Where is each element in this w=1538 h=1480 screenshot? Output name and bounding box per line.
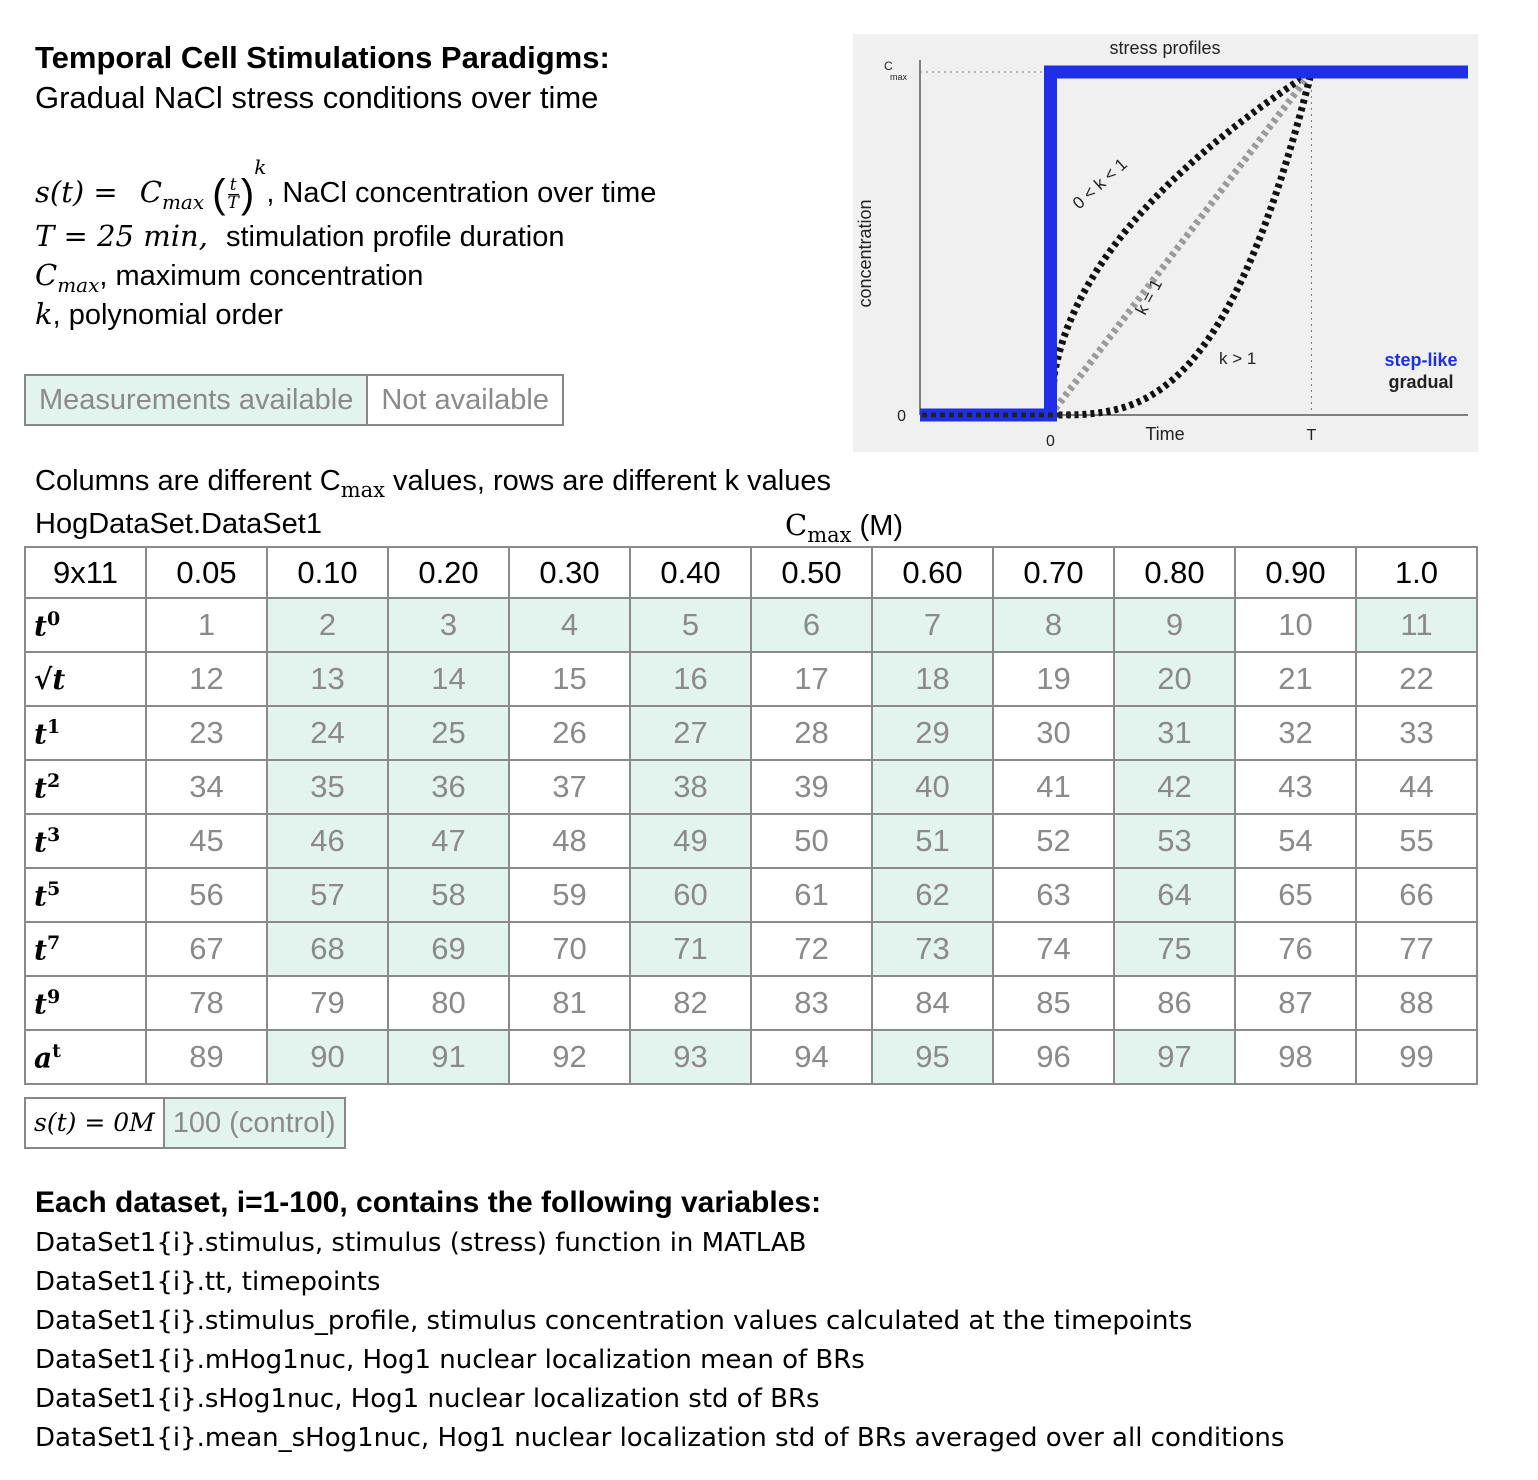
column-header: 0.20 <box>388 547 509 598</box>
condition-cell: 72 <box>751 922 872 976</box>
condition-cell: 4 <box>509 598 630 652</box>
condition-cell: 76 <box>1235 922 1356 976</box>
chart-background <box>853 34 1478 452</box>
condition-cell: 40 <box>872 760 993 814</box>
condition-cell: 48 <box>509 814 630 868</box>
condition-cell: 82 <box>630 976 751 1030</box>
condition-cell: 65 <box>1235 868 1356 922</box>
column-header: 0.30 <box>509 547 630 598</box>
x-tick-label: 0 <box>1046 433 1055 450</box>
column-header: 0.70 <box>993 547 1114 598</box>
row-label: $t^5$ <box>25 868 146 922</box>
condition-cell: 34 <box>146 760 267 814</box>
condition-cell: 58 <box>388 868 509 922</box>
control-label: s(t) = 0M <box>26 1099 165 1147</box>
y-tick-label: C <box>884 59 893 73</box>
condition-cell: 42 <box>1114 760 1235 814</box>
condition-cell: 1 <box>146 598 267 652</box>
condition-cell: 24 <box>267 706 388 760</box>
condition-cell: 83 <box>751 976 872 1030</box>
legend-available: Measurements available <box>26 376 368 424</box>
condition-cell: 47 <box>388 814 509 868</box>
fraction-t-over-T: $\frac{t}{T}$ <box>227 174 239 213</box>
condition-cell: 35 <box>267 760 388 814</box>
condition-cell: 46 <box>267 814 388 868</box>
control-value: 100 (control) <box>165 1099 344 1147</box>
annotation-k-equal-1: k = 1 <box>1131 275 1167 318</box>
condition-cell: 96 <box>993 1030 1114 1084</box>
condition-cell: 43 <box>1235 760 1356 814</box>
y-tick-label: 0 <box>897 408 906 425</box>
table-header-row <box>25 547 1477 598</box>
condition-cell: 10 <box>1235 598 1356 652</box>
condition-cell: 84 <box>872 976 993 1030</box>
condition-cell: 19 <box>993 652 1114 706</box>
table-row <box>25 1030 1477 1084</box>
variables-section <box>35 1186 1284 1458</box>
condition-cell: 60 <box>630 868 751 922</box>
condition-cell: 49 <box>630 814 751 868</box>
condition-cell: 75 <box>1114 922 1235 976</box>
variable-item: DataSet1{i}.sHog1nuc, Hog1 nuclear localization std of BRs <box>35 1384 820 1414</box>
condition-cell: 54 <box>1235 814 1356 868</box>
availability-legend <box>24 374 564 426</box>
condition-cell: 98 <box>1235 1030 1356 1084</box>
condition-cell: 97 <box>1114 1030 1235 1084</box>
table-row <box>25 652 1477 706</box>
formula-T: T = 25 min, stimulation profile duration <box>35 219 565 253</box>
condition-cell: 73 <box>872 922 993 976</box>
row-label: $t^3$ <box>25 814 146 868</box>
variable-item: DataSet1{i}.mHog1nuc, Hog1 nuclear localization mean of BRs <box>35 1345 865 1375</box>
row-label: √t <box>25 652 146 706</box>
table-row <box>25 868 1477 922</box>
table-caption: Columns are different $C_{max}$ values, rows are different k values <box>35 465 831 502</box>
condition-cell: 91 <box>388 1030 509 1084</box>
condition-cell: 95 <box>872 1030 993 1084</box>
row-label: $t^0$ <box>25 598 146 652</box>
variable-item: DataSet1{i}.stimulus_profile, stimulus concentration values calculated at the timepoints <box>35 1306 1193 1336</box>
condition-cell: 79 <box>267 976 388 1030</box>
condition-cell: 52 <box>993 814 1114 868</box>
condition-cell: 63 <box>993 868 1114 922</box>
table-row <box>25 706 1477 760</box>
condition-cell: 86 <box>1114 976 1235 1030</box>
annotation-k-greater-1: k > 1 <box>1219 349 1257 368</box>
row-label: $t^9$ <box>25 976 146 1030</box>
column-header: 0.05 <box>146 547 267 598</box>
legend-gradual: gradual <box>1388 372 1454 392</box>
condition-cell: 25 <box>388 706 509 760</box>
condition-cell: 51 <box>872 814 993 868</box>
y-axis-label: concentration <box>855 199 875 308</box>
page-title-block <box>35 38 610 118</box>
condition-cell: 44 <box>1356 760 1477 814</box>
condition-cell: 77 <box>1356 922 1477 976</box>
condition-cell: 9 <box>1114 598 1235 652</box>
column-header: 0.60 <box>872 547 993 598</box>
condition-cell: 50 <box>751 814 872 868</box>
condition-cell: 90 <box>267 1030 388 1084</box>
condition-cell: 32 <box>1235 706 1356 760</box>
condition-cell: 18 <box>872 652 993 706</box>
condition-cell: 5 <box>630 598 751 652</box>
condition-cell: 81 <box>509 976 630 1030</box>
x-axis-label: Time <box>1145 424 1185 444</box>
variables-heading: Each dataset, i=1-100, contains the following variables: <box>35 1186 822 1219</box>
condition-cell: 53 <box>1114 814 1235 868</box>
column-header: 0.10 <box>267 547 388 598</box>
condition-cell: 22 <box>1356 652 1477 706</box>
condition-cell: 33 <box>1356 706 1477 760</box>
condition-cell: 94 <box>751 1030 872 1084</box>
condition-cell: 26 <box>509 706 630 760</box>
chart-title: stress profiles <box>1109 38 1221 58</box>
condition-cell: 45 <box>146 814 267 868</box>
condition-cell: 80 <box>388 976 509 1030</box>
page-subtitle: Gradual NaCl stress conditions over time <box>35 80 599 115</box>
condition-cell: 11 <box>1356 598 1477 652</box>
condition-cell: 17 <box>751 652 872 706</box>
condition-cell: 38 <box>630 760 751 814</box>
table-row <box>25 760 1477 814</box>
condition-cell: 27 <box>630 706 751 760</box>
condition-cell: 57 <box>267 868 388 922</box>
condition-cell: 68 <box>267 922 388 976</box>
formula-k: k, polynomial order <box>35 297 284 331</box>
condition-cell: 8 <box>993 598 1114 652</box>
legend-not-available: Not available <box>381 384 549 416</box>
conditions-table <box>24 546 1478 1085</box>
cmax-unit-label: $C_{max}$ (M) <box>785 508 904 547</box>
variable-item: DataSet1{i}.stimulus, stimulus (stress) function in MATLAB <box>35 1228 807 1258</box>
condition-cell: 2 <box>267 598 388 652</box>
condition-cell: 99 <box>1356 1030 1477 1084</box>
condition-cell: 30 <box>993 706 1114 760</box>
column-header: 0.90 <box>1235 547 1356 598</box>
condition-cell: 28 <box>751 706 872 760</box>
condition-cell: 23 <box>146 706 267 760</box>
condition-cell: 71 <box>630 922 751 976</box>
condition-cell: 64 <box>1114 868 1235 922</box>
column-header: 1.0 <box>1356 547 1477 598</box>
condition-cell: 6 <box>751 598 872 652</box>
control-condition <box>24 1097 346 1149</box>
condition-cell: 88 <box>1356 976 1477 1030</box>
condition-cell: 3 <box>388 598 509 652</box>
variable-item: DataSet1{i}.mean_sHog1nuc, Hog1 nuclear localization std of BRs averaged over all conditions <box>35 1423 1285 1453</box>
condition-cell: 39 <box>751 760 872 814</box>
condition-cell: 70 <box>509 922 630 976</box>
column-header: 0.50 <box>751 547 872 598</box>
condition-cell: 55 <box>1356 814 1477 868</box>
condition-cell: 67 <box>146 922 267 976</box>
condition-cell: 41 <box>993 760 1114 814</box>
condition-cell: 16 <box>630 652 751 706</box>
condition-cell: 93 <box>630 1030 751 1084</box>
condition-cell: 62 <box>872 868 993 922</box>
row-label: $t^2$ <box>25 760 146 814</box>
condition-cell: 31 <box>1114 706 1235 760</box>
condition-cell: 69 <box>388 922 509 976</box>
condition-cell: 20 <box>1114 652 1235 706</box>
table-row <box>25 598 1477 652</box>
page-title: Temporal Cell Stimulations Paradigms: <box>35 40 610 75</box>
legend-step-like: step-like <box>1384 350 1458 370</box>
condition-cell: 92 <box>509 1030 630 1084</box>
condition-cell: 61 <box>751 868 872 922</box>
annotation-k-less-1: 0 < k < 1 <box>1068 154 1131 213</box>
condition-cell: 13 <box>267 652 388 706</box>
table-corner: 9x11 <box>25 547 146 598</box>
condition-cell: 7 <box>872 598 993 652</box>
condition-cell: 56 <box>146 868 267 922</box>
y-tick-label: max <box>890 72 908 82</box>
row-label: $t^1$ <box>25 706 146 760</box>
column-header: 0.80 <box>1114 547 1235 598</box>
formula-s-of-t: $s(t) = C_{max}$ ( $\frac{t}{T}$ )$^k$, NaCl concentration over time <box>35 155 657 216</box>
condition-cell: 59 <box>509 868 630 922</box>
condition-cell: 15 <box>509 652 630 706</box>
condition-cell: 36 <box>388 760 509 814</box>
x-tick-label: T <box>1306 427 1317 444</box>
table-row <box>25 922 1477 976</box>
condition-cell: 37 <box>509 760 630 814</box>
table-row <box>25 976 1477 1030</box>
column-header: 0.40 <box>630 547 751 598</box>
condition-cell: 66 <box>1356 868 1477 922</box>
condition-cell: 29 <box>872 706 993 760</box>
condition-cell: 21 <box>1235 652 1356 706</box>
condition-cell: 78 <box>146 976 267 1030</box>
condition-cell: 85 <box>993 976 1114 1030</box>
condition-cell: 14 <box>388 652 509 706</box>
formula-cmax: $C_{max}$, maximum concentration <box>35 258 424 297</box>
variable-item: DataSet1{i}.tt, timepoints <box>35 1267 381 1297</box>
dataset-name: HogDataSet.DataSet1 <box>35 508 322 540</box>
condition-cell: 89 <box>146 1030 267 1084</box>
row-label: $a^t$ <box>25 1030 146 1084</box>
stress-profiles-chart <box>853 34 1478 452</box>
condition-cell: 74 <box>993 922 1114 976</box>
condition-cell: 87 <box>1235 976 1356 1030</box>
condition-cell: 12 <box>146 652 267 706</box>
row-label: $t^7$ <box>25 922 146 976</box>
table-row <box>25 814 1477 868</box>
